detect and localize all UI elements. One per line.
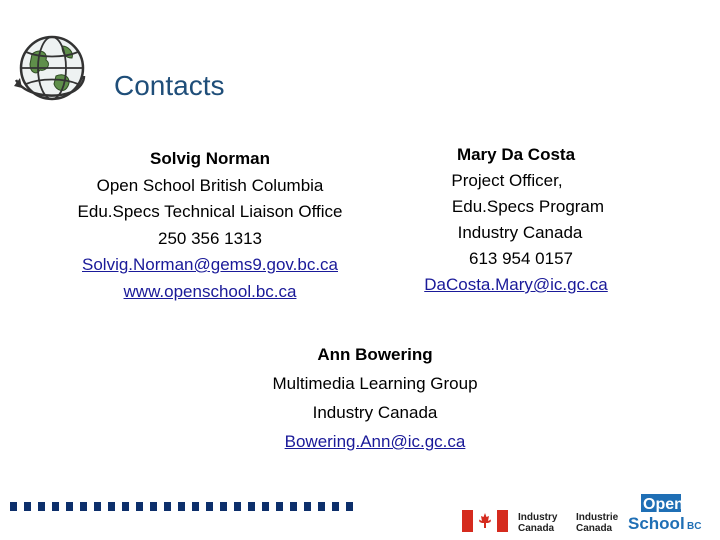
divider-dot: [304, 502, 311, 511]
contact-organization: Industry Canada: [312, 403, 438, 422]
contact-card-mary-da-costa: [396, 142, 636, 298]
divider-dot: [262, 502, 269, 511]
divider-dot: [136, 502, 143, 511]
open-school-bc-logo: [627, 494, 705, 534]
page-title: Contacts: [114, 70, 225, 101]
wordmark-line: Canada: [576, 523, 613, 534]
divider-dot: [150, 502, 157, 511]
divider-dot: [318, 502, 325, 511]
wordmark-line: Industry: [518, 512, 558, 523]
contact-organization: Open School British Columbia: [96, 175, 324, 195]
contact-phone: 250 356 1313: [158, 228, 262, 248]
divider-dot: [122, 502, 129, 511]
contact-email-link[interactable]: DaCosta.Mary@ic.gc.ca: [424, 275, 608, 294]
divider-dot: [220, 502, 227, 511]
wordmark-line: Canada: [518, 523, 555, 534]
logo-text-open: Open: [643, 496, 684, 513]
contact-name: Ann Bowering: [317, 345, 433, 364]
divider-dot: [178, 502, 185, 511]
contact-department: Edu.Specs Technical Liaison Office: [77, 202, 343, 221]
contact-organization: Industry Canada: [457, 223, 583, 242]
government-wordmark-french: [576, 512, 618, 534]
canada-flag-icon: [462, 510, 508, 532]
logo-text-school: School: [628, 514, 685, 533]
divider-dot: [52, 502, 59, 511]
contact-role: Project Officer,: [451, 171, 563, 190]
contact-phone: 613 954 0157: [469, 249, 573, 268]
decorative-dot-divider: [10, 502, 355, 511]
divider-dot: [10, 502, 17, 511]
contact-card-ann-bowering: [230, 340, 520, 456]
contact-email-link[interactable]: Solvig.Norman@gems9.gov.bc.ca: [82, 255, 338, 274]
divider-dot: [290, 502, 297, 511]
divider-dot: [332, 502, 339, 511]
divider-dot: [24, 502, 31, 511]
divider-dot: [192, 502, 199, 511]
divider-dot: [38, 502, 45, 511]
divider-dot: [66, 502, 73, 511]
contact-card-solvig-norman: [40, 146, 380, 305]
divider-dot: [346, 502, 353, 511]
contact-name: Mary Da Costa: [456, 145, 576, 164]
divider-dot: [80, 502, 87, 511]
contact-group: Multimedia Learning Group: [272, 374, 478, 393]
divider-dot: [206, 502, 213, 511]
contact-name: Solvig Norman: [150, 149, 270, 168]
logo-text-bc: BC: [687, 521, 702, 532]
government-wordmark-english: [518, 512, 557, 534]
divider-dot: [164, 502, 171, 511]
divider-dot: [234, 502, 241, 511]
divider-dot: [248, 502, 255, 511]
contact-email-link[interactable]: Bowering.Ann@ic.gc.ca: [284, 432, 466, 451]
wordmark-line: Industrie: [576, 512, 619, 523]
globe-icon: [10, 28, 90, 108]
divider-dot: [276, 502, 283, 511]
contact-program: Edu.Specs Program: [451, 197, 605, 216]
divider-dot: [108, 502, 115, 511]
divider-dot: [94, 502, 101, 511]
contact-website-link[interactable]: www.openschool.bc.ca: [123, 281, 297, 301]
